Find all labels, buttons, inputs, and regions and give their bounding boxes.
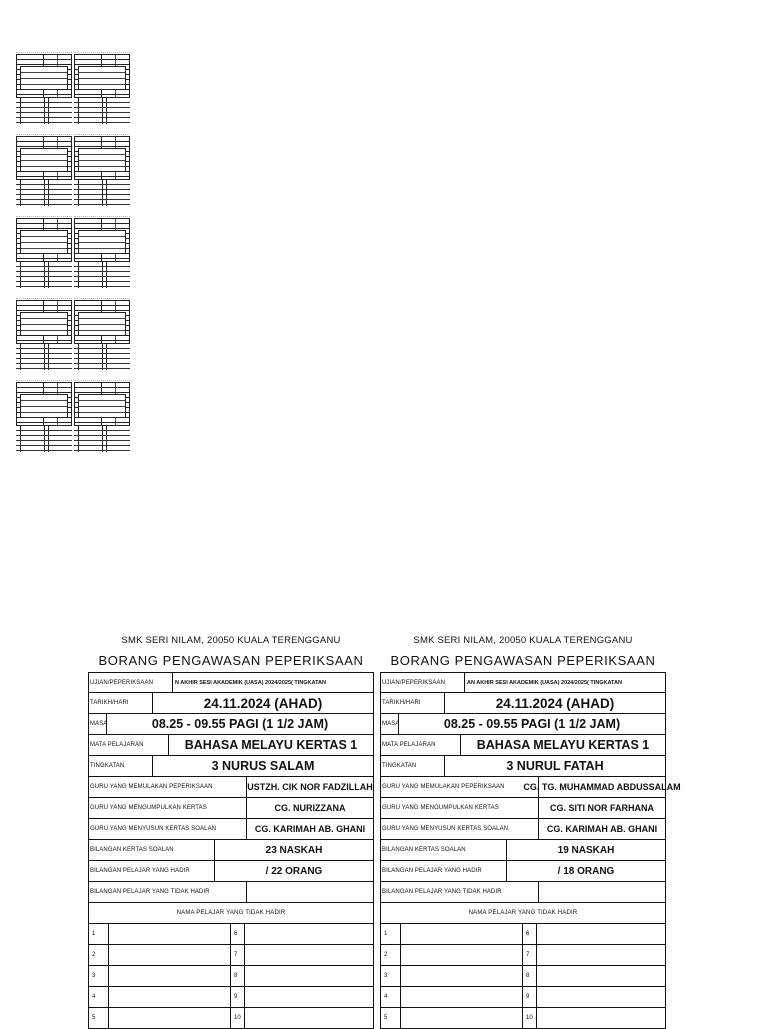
school-name: SMK SERI NILAM, 20050 KUALA TERENGGANU: [413, 635, 633, 646]
absent-num-left: 4: [381, 987, 401, 1007]
thumbnail-columns: [16, 425, 72, 452]
thumbnail-group: [16, 48, 132, 124]
tarikh-value: 24.11.2024 (AHAD): [495, 695, 615, 711]
tarikh-label: TARIKH/HARI: [381, 693, 445, 713]
thumbnail-box: [78, 394, 126, 418]
absent-num-left: 3: [89, 966, 109, 986]
thumbnail-box: [78, 230, 126, 254]
row-bil-tidak-hadir: [381, 882, 665, 903]
row-mata-pelajaran: [89, 735, 373, 756]
bil-kertas-label: BILANGAN KERTAS SOALAN: [381, 840, 507, 860]
thumbnail-page: [74, 130, 130, 206]
form-table: [380, 672, 681, 1029]
absent-num-left: 2: [381, 945, 401, 965]
guru-mula-label: GURU YANG MEMULAKAN PEPERIKSAAN: [381, 777, 539, 797]
absent-name-left: [109, 987, 231, 1007]
thumbnail-page: [74, 376, 130, 452]
absent-row: [89, 966, 373, 987]
page-thumbnails: [16, 48, 132, 458]
absent-num-left: 5: [381, 1008, 401, 1028]
absent-name-right: [537, 1008, 665, 1028]
bil-hadir-value: / 18 ORANG: [557, 865, 615, 877]
absent-list: [381, 924, 665, 1028]
row-bil-hadir: [381, 861, 665, 882]
thumbnail-header: [16, 48, 72, 53]
thumbnail-box: [20, 394, 68, 418]
thumbnail-header: [74, 212, 130, 217]
mata-pelajaran-label: MATA PELAJARAN: [89, 735, 169, 755]
thumbnail-columns: [74, 179, 130, 206]
thumbnail-page: [16, 48, 72, 124]
absent-num-left: 1: [381, 924, 401, 944]
ujian-label: UJIAN/PEPERIKSAAN: [89, 673, 173, 692]
thumbnail-columns: [16, 343, 72, 370]
mata-pelajaran-value: BAHASA MELAYU KERTAS 1: [476, 738, 650, 752]
thumbnail-columns: [74, 425, 130, 452]
thumbnail-columns: [74, 343, 130, 370]
thumbnail-header: [74, 48, 130, 53]
row-bil-kertas: [89, 840, 373, 861]
thumbnail-page: [16, 376, 72, 452]
absent-num-right: 10: [523, 1008, 537, 1028]
bil-kertas-value: 19 NASKAH: [557, 844, 615, 856]
thumbnail-group: [16, 294, 132, 370]
thumbnail-header: [74, 376, 130, 381]
form-title: BORANG PENGAWASAN PEPERIKSAAN: [98, 653, 364, 668]
form-title: BORANG PENGAWASAN PEPERIKSAAN: [390, 653, 656, 668]
absent-name-left: [109, 966, 231, 986]
guru-mula-value: CG. TG. MUHAMMAD ABDUSSALAM: [523, 782, 681, 792]
tingkatan-value: 3 NURUL FATAH: [506, 759, 604, 773]
absent-num-right: 7: [231, 945, 245, 965]
thumbnail-header: [16, 294, 72, 299]
absent-name-right: [537, 945, 665, 965]
exam-form-right: [380, 632, 681, 1029]
thumbnail-page: [16, 130, 72, 206]
absent-num-left: 2: [89, 945, 109, 965]
guru-susun-label: GURU YANG MENYUSUN KERTAS SOALAN: [89, 819, 247, 839]
absent-row: [89, 945, 373, 966]
absent-num-right: 7: [523, 945, 537, 965]
thumbnail-page: [74, 294, 130, 370]
absent-name-right: [245, 945, 373, 965]
guru-kumpul-label: GURU YANG MENGUMPULKAN KERTAS: [89, 798, 247, 818]
thumbnail-header: [16, 376, 72, 381]
bil-tidak-hadir-value: [539, 882, 665, 902]
guru-susun-value: CG. KARIMAH AB. GHANI: [546, 824, 658, 834]
thumbnail-header: [74, 130, 130, 135]
guru-kumpul-label: GURU YANG MENGUMPULKAN KERTAS: [381, 798, 539, 818]
bil-tidak-hadir-label: BILANGAN PELAJAR YANG TIDAK HADIR: [89, 882, 247, 902]
row-masa: [89, 714, 373, 735]
row-guru-susun: [89, 819, 373, 840]
row-ujian: [89, 673, 373, 693]
absent-num-right: 9: [231, 987, 245, 1007]
thumbnail-header: [74, 294, 130, 299]
exam-form-left: [88, 632, 374, 1029]
thumbnail-header: [16, 130, 72, 135]
masa-value: 08.25 - 09.55 PAGI (1 1/2 JAM): [151, 717, 329, 731]
bil-hadir-label: BILANGAN PELAJAR YANG HADIR: [381, 861, 507, 881]
thumbnail-group: [16, 212, 132, 288]
row-bil-hadir: [89, 861, 373, 882]
absent-row: [89, 1008, 373, 1028]
row-tarikh: [381, 693, 665, 714]
row-guru-kumpul: [381, 798, 665, 819]
absent-name-right: [537, 987, 665, 1007]
thumbnail-columns: [74, 261, 130, 288]
absent-name-left: [401, 1008, 523, 1028]
ujian-label: UJIAN/PEPERIKSAAN: [381, 673, 465, 692]
absent-row: [89, 987, 373, 1008]
row-tingkatan: [89, 756, 373, 777]
thumbnail-box: [20, 148, 68, 172]
absent-heading: NAMA PELAJAR YANG TIDAK HADIR: [89, 903, 373, 924]
thumbnail-group: [16, 130, 132, 206]
row-mata-pelajaran: [381, 735, 665, 756]
thumbnail-box: [20, 230, 68, 254]
thumbnail-box: [78, 148, 126, 172]
form-table: [88, 672, 374, 1029]
row-tarikh: [89, 693, 373, 714]
absent-row: [381, 1008, 665, 1028]
thumbnail-header: [16, 212, 72, 217]
absent-name-right: [245, 987, 373, 1007]
ujian-value: N AKHIR SESI AKADEMIK (UASA) 2024/2025( TINGKATAN: [175, 679, 326, 686]
bil-kertas-value: 23 NASKAH: [265, 844, 323, 856]
bil-tidak-hadir-value: [247, 882, 373, 902]
row-bil-tidak-hadir: [89, 882, 373, 903]
guru-kumpul-value: CG. NURIZZANA: [274, 803, 346, 813]
thumbnail-box: [20, 66, 68, 90]
guru-mula-value: USTZH. CIK NOR FADZILLAH: [247, 782, 373, 792]
bil-hadir-value: / 22 ORANG: [265, 865, 323, 877]
absent-num-left: 5: [89, 1008, 109, 1028]
absent-name-left: [109, 1008, 231, 1028]
mata-pelajaran-value: BAHASA MELAYU KERTAS 1: [184, 738, 358, 752]
row-guru-mula: [381, 777, 681, 798]
bil-kertas-label: BILANGAN KERTAS SOALAN: [89, 840, 215, 860]
absent-num-left: 1: [89, 924, 109, 944]
tarikh-value: 24.11.2024 (AHAD): [203, 695, 323, 711]
absent-name-right: [245, 966, 373, 986]
row-guru-mula: [89, 777, 373, 798]
absent-name-left: [109, 945, 231, 965]
thumbnail-group: [16, 376, 132, 452]
absent-row: [381, 987, 665, 1008]
tingkatan-label: TINGKATAN: [381, 756, 445, 776]
absent-name-right: [537, 924, 665, 944]
thumbnail-box: [78, 312, 126, 336]
tingkatan-value: 3 NURUS SALAM: [211, 759, 315, 773]
thumbnail-page: [74, 48, 130, 124]
thumbnail-columns: [16, 261, 72, 288]
ujian-value: AN AKHIR SESI AKADEMIK (UASA) 2024/2025( TINGKATAN: [467, 679, 622, 686]
absent-name-left: [401, 924, 523, 944]
absent-row: [381, 924, 665, 945]
absent-name-right: [537, 966, 665, 986]
absent-num-left: 4: [89, 987, 109, 1007]
absent-name-right: [245, 924, 373, 944]
absent-num-right: 6: [231, 924, 245, 944]
school-name: SMK SERI NILAM, 20050 KUALA TERENGGANU: [121, 635, 341, 646]
thumbnail-columns: [16, 97, 72, 124]
absent-num-right: 6: [523, 924, 537, 944]
guru-susun-label: GURU YANG MENYUSUN KERTAS SOALAN: [381, 819, 539, 839]
absent-num-left: 3: [381, 966, 401, 986]
absent-name-left: [401, 945, 523, 965]
thumbnail-page: [16, 212, 72, 288]
row-tingkatan: [381, 756, 665, 777]
absent-num-right: 10: [231, 1008, 245, 1028]
thumbnail-page: [74, 212, 130, 288]
masa-value: 08.25 - 09.55 PAGI (1 1/2 JAM): [443, 717, 621, 731]
thumbnail-columns: [74, 97, 130, 124]
guru-kumpul-value: CG. SITI NOR FARHANA: [549, 803, 654, 813]
mata-pelajaran-label: MATA PELAJARAN: [381, 735, 461, 755]
row-bil-kertas: [381, 840, 665, 861]
row-guru-kumpul: [89, 798, 373, 819]
bil-hadir-label: BILANGAN PELAJAR YANG HADIR: [89, 861, 215, 881]
absent-num-right: 9: [523, 987, 537, 1007]
thumbnail-columns: [16, 179, 72, 206]
absent-heading: NAMA PELAJAR YANG TIDAK HADIR: [381, 903, 665, 924]
tingkatan-label: TINGKATAN: [89, 756, 153, 776]
absent-num-right: 8: [523, 966, 537, 986]
absent-num-right: 8: [231, 966, 245, 986]
row-ujian: [381, 673, 665, 693]
masa-label: MASA: [381, 714, 399, 734]
masa-label: MASA: [89, 714, 107, 734]
row-masa: [381, 714, 665, 735]
guru-susun-value: CG. KARIMAH AB. GHANI: [254, 824, 366, 834]
bil-tidak-hadir-label: BILANGAN PELAJAR YANG TIDAK HADIR: [381, 882, 539, 902]
thumbnail-box: [20, 312, 68, 336]
absent-name-left: [109, 924, 231, 944]
absent-list: [89, 924, 373, 1028]
absent-name-left: [401, 966, 523, 986]
thumbnail-page: [16, 294, 72, 370]
guru-mula-label: GURU YANG MEMULAKAN PEPERIKSAAN: [89, 777, 247, 797]
absent-name-left: [401, 987, 523, 1007]
row-guru-susun: [381, 819, 665, 840]
absent-row: [381, 945, 665, 966]
thumbnail-box: [78, 66, 126, 90]
absent-row: [89, 924, 373, 945]
absent-name-right: [245, 1008, 373, 1028]
tarikh-label: TARIKH/HARI: [89, 693, 153, 713]
absent-row: [381, 966, 665, 987]
